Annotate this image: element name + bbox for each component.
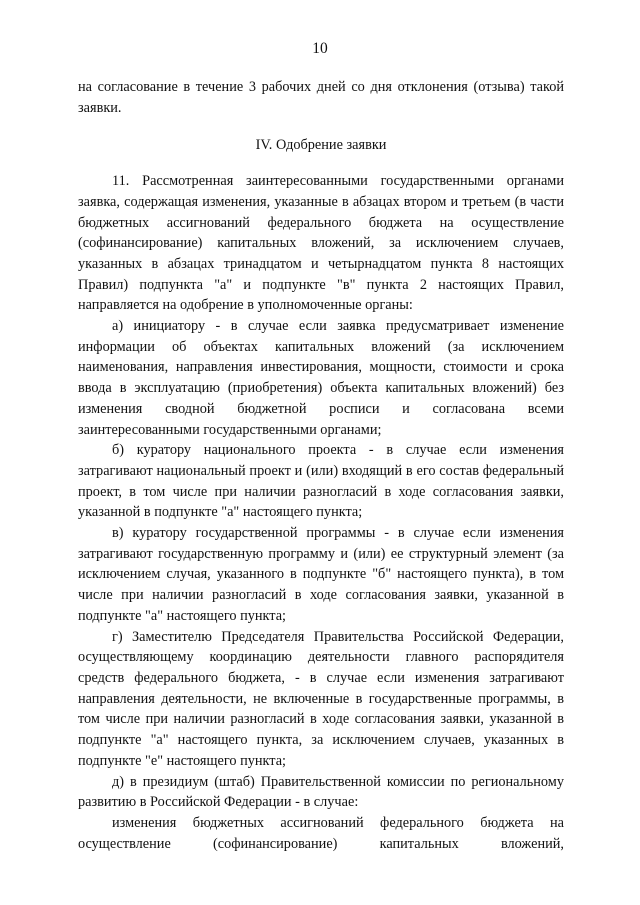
subparagraph-a: а) инициатору - в случае если заявка предусматривает изменение информации об объектах капитальных вложений (за исключением наименования, направления инвестирования, мощности, стоимости и срока ввода в эксплуатацию (приобретения) объекта капитальных вложений) без изменения сводной бюджетной росписи и согласована всеми заинтересованными государственными органами; — [78, 318, 564, 438]
intro-paragraph: на согласование в течение 3 рабочих дней со дня отклонения (отзыва) такой заявки. — [78, 79, 564, 116]
subparagraph-v: в) куратору государственной программы - в случае если изменения затрагивают государственную программу и (или) ее структурный элемент (за исключением случая, указанного в подпункте "б" настоящего пункта), в том числе при наличии разногласий в ходе согласования заявки, указанной в подпункте "а" настоящего пункта; — [78, 525, 564, 624]
paragraph-11: 11. Рассмотренная заинтересованными государственными органами заявка, содержащая изменения, указанные в абзацах втором и третьем (в части бюджетных ассигнований федерального бюджета на осуществление (софинансирование) капитальных вложений, за исключением случаев, указанных в абзацах тринадцатом и четырнадцатом пункта 8 настоящих Правил) подпункта "а" и подпункте "в" пункта 2 настоящих Правил, направляется на одобрение в уполномоченные органы: — [78, 173, 564, 314]
subparagraph-d-item: изменения бюджетных ассигнований федерального бюджета на осуществление (софинансирование) капитальных вложений, — [78, 814, 564, 852]
subparagraph-b: б) куратору национального проекта - в случае если изменения затрагивают национальный проект и (или) входящий в его состав федеральный проект, в том числе при наличии разногласий в ходе согласования заявки, указанной в подпункте "а" настоящего пункта; — [78, 442, 564, 521]
subparagraph-d: д) в президиум (штаб) Правительственной комиссии по региональному развитию в Российской Федерации - в случае: — [78, 773, 564, 811]
section-title: IV. Одобрение заявки — [255, 137, 387, 154]
document-body — [78, 77, 564, 854]
page-number: 10 — [312, 40, 328, 57]
subparagraph-g: г) Заместителю Председателя Правительства Российской Федерации, осуществляющему координацию деятельности главного распорядителя средств федерального бюджета, - в случае если изменения затрагивают направления деятельности, не включенные в государственные программы, в том числе при наличии разногласий в ходе согласования заявки, указанной в подпункте "а" настоящего пункта, за исключением случаев, указанных в подпункте "е" настоящего пункта; — [78, 628, 564, 769]
